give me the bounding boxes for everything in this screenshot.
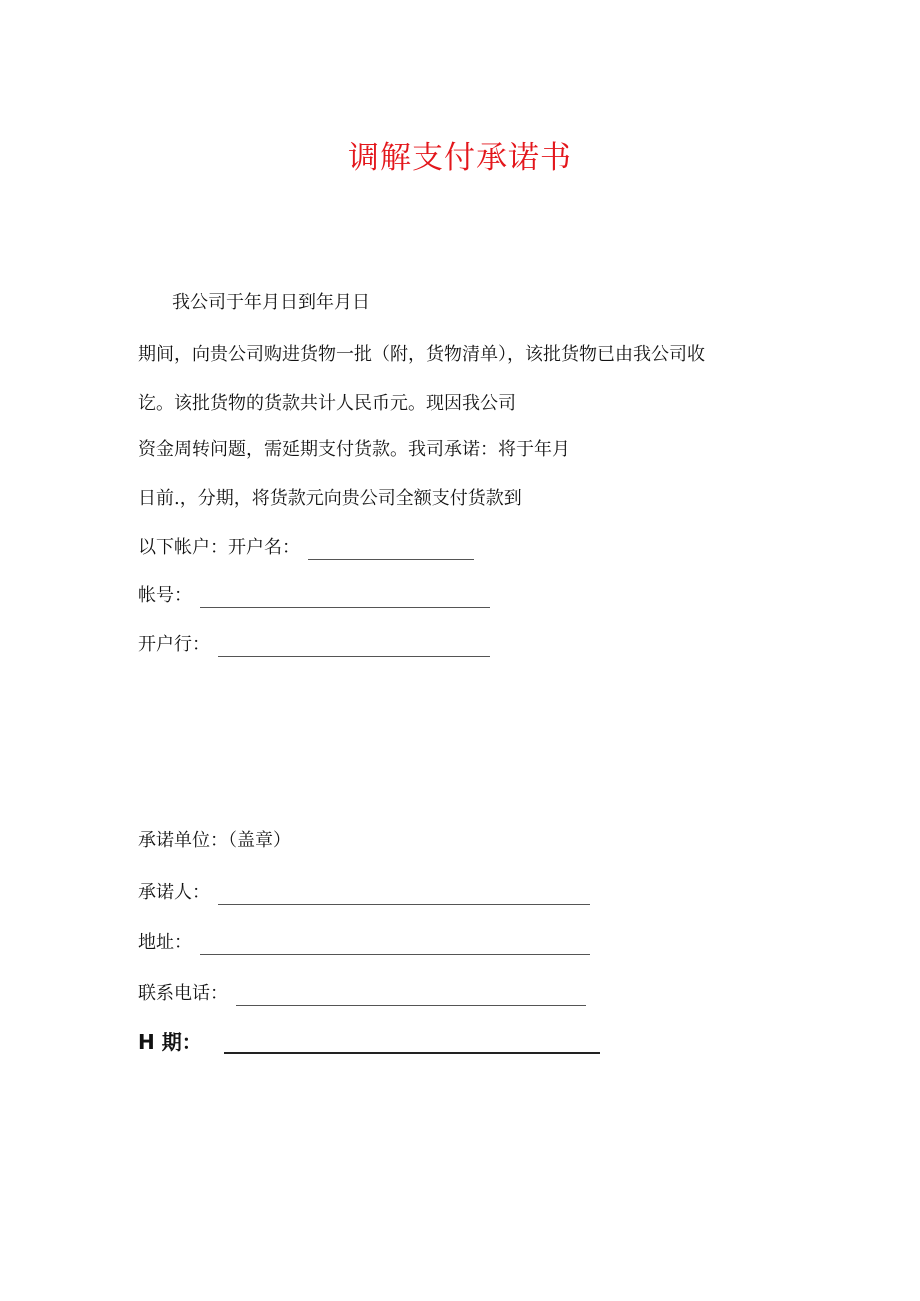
bank-field[interactable] bbox=[218, 636, 490, 657]
bank-row bbox=[138, 633, 490, 657]
body-line-3: 讫。该批货物的货款共计人民币元。现因我公司 bbox=[138, 393, 516, 414]
account-number-field[interactable] bbox=[200, 587, 490, 608]
phone-field[interactable] bbox=[236, 985, 586, 1006]
promisor-label: 承诺人： bbox=[138, 882, 210, 903]
promisor-row bbox=[138, 881, 590, 905]
phone-label: 联系电话： bbox=[138, 983, 228, 1004]
account-number-row bbox=[138, 584, 490, 608]
document-title: 调解支付承诺书 bbox=[348, 140, 572, 176]
body-line-5: 日前.，分期，将货款元向贵公司全额支付货款到 bbox=[138, 488, 522, 509]
body-line-4: 资金周转问题，需延期支付货款。我司承诺：将于年月 bbox=[138, 439, 570, 460]
phone-row bbox=[138, 982, 586, 1006]
account-name-field[interactable] bbox=[308, 539, 474, 560]
body-line-1: 我公司于年月日到年月日 bbox=[172, 292, 370, 313]
account-name-label: 以下帐户：开户名： bbox=[138, 537, 300, 558]
address-row bbox=[138, 931, 590, 955]
body-line-2: 期间，向贵公司购进货物一批（附，货物清单），该批货物已由我公司收 bbox=[138, 344, 705, 365]
address-label: 地址： bbox=[138, 932, 192, 953]
date-field[interactable] bbox=[224, 1032, 600, 1054]
account-number-label: 帐号： bbox=[138, 585, 192, 606]
address-field[interactable] bbox=[200, 934, 590, 955]
date-label: H 期： bbox=[138, 1030, 202, 1054]
bank-label: 开户行： bbox=[138, 634, 210, 655]
account-name-row bbox=[138, 536, 474, 560]
promise-unit: 承诺单位：（盖章） bbox=[138, 830, 291, 851]
date-row bbox=[138, 1030, 600, 1054]
promisor-field[interactable] bbox=[218, 884, 590, 905]
